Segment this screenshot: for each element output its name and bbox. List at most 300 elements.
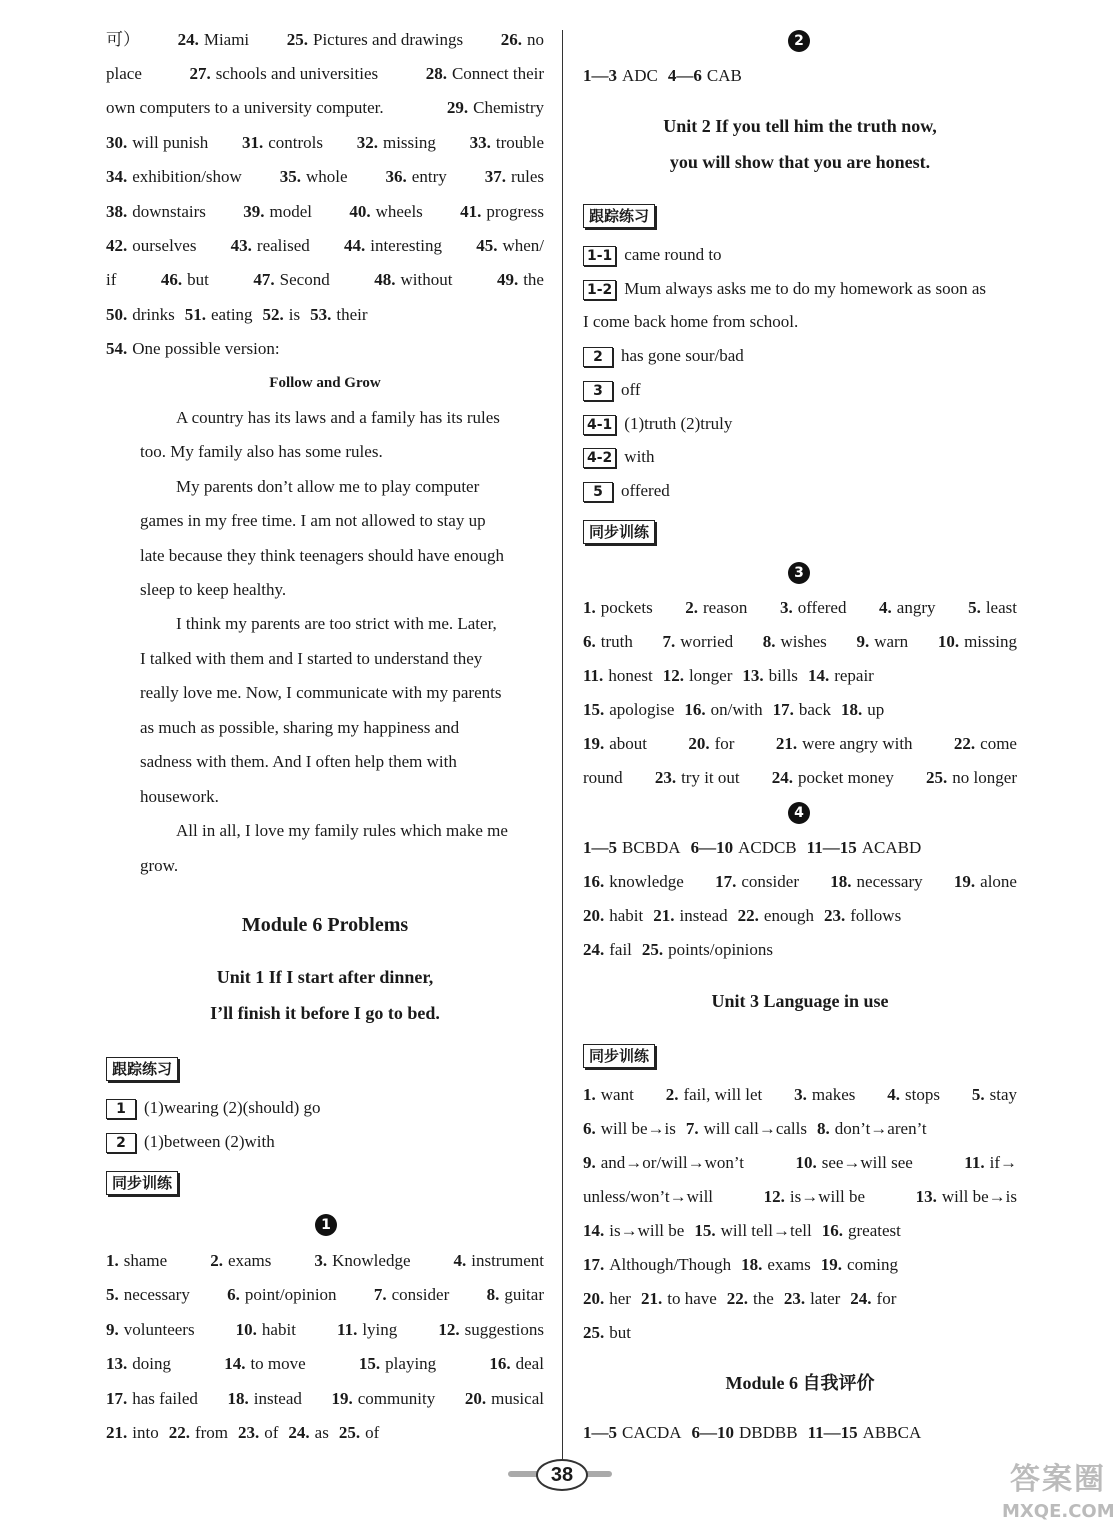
answer-text: deal <box>515 1354 544 1373</box>
question-number: 20. <box>464 1389 487 1408</box>
answer-text: will be→is <box>600 1119 676 1138</box>
question-number: 9. <box>106 1320 119 1339</box>
question-number: 49. <box>496 270 519 289</box>
question-number: 15. <box>583 700 605 719</box>
answer-text: into <box>132 1423 159 1442</box>
evaluation-title: Module 6 自我评价 <box>725 1373 875 1393</box>
answer-text: as <box>314 1423 329 1442</box>
answer-text: honest <box>608 666 653 685</box>
answer-text: whole <box>306 167 348 186</box>
answer-text: instrument <box>471 1251 544 1270</box>
answer-text: her <box>609 1289 631 1308</box>
question-number: 51. <box>184 305 206 324</box>
answer-line <box>583 1112 1017 1146</box>
answer-text: least <box>985 598 1017 617</box>
answer-text: back <box>798 700 831 719</box>
answer-item <box>169 1423 228 1442</box>
question-number: 31. <box>242 133 264 152</box>
answer-line <box>106 298 544 332</box>
question-number: 12. <box>662 666 684 685</box>
item-box: 3 <box>583 381 613 401</box>
answer-text: of <box>264 1423 279 1442</box>
answer-line <box>583 1214 1017 1248</box>
question-number: 5. <box>106 1285 119 1304</box>
answer-text: has failed <box>132 1389 198 1408</box>
answer-item <box>337 1313 397 1347</box>
answer-item <box>685 591 747 625</box>
answer-text: for <box>714 734 735 753</box>
answer-item <box>106 229 196 263</box>
question-number: 17. <box>772 700 794 719</box>
answer-text: alone <box>980 872 1017 891</box>
answer-item <box>106 1278 190 1312</box>
question-number: 30. <box>106 133 128 152</box>
answer-text: musical <box>491 1389 544 1408</box>
answer-text: the <box>753 1289 774 1308</box>
answer-text: no <box>526 30 544 49</box>
answer-line <box>583 693 1017 727</box>
question-number: 25. <box>286 30 308 49</box>
answer-item <box>583 838 681 857</box>
answer-line <box>583 761 1017 795</box>
answer-item <box>688 727 734 761</box>
answer-item <box>106 57 142 91</box>
answer-text: habit <box>609 906 644 925</box>
answer-text: to have <box>667 1289 717 1308</box>
answer-item <box>227 1278 336 1312</box>
answer-text: ACABD <box>861 838 922 857</box>
answer-item <box>106 1313 195 1347</box>
answer-item <box>374 1278 449 1312</box>
answer-text: warn <box>874 632 909 651</box>
answer-text: place <box>106 64 142 83</box>
essay-line: housework. <box>140 787 219 806</box>
question-number: 20. <box>688 734 710 753</box>
answer-item <box>764 1180 865 1214</box>
answer-text: will punish <box>132 133 209 152</box>
question-number: 25. <box>583 1323 605 1342</box>
question-number: 2. <box>665 1085 679 1104</box>
question-number: 53. <box>310 305 332 324</box>
question-number: 19. <box>331 1389 353 1408</box>
answer-line <box>583 59 1017 93</box>
answer-text: eating <box>211 305 253 324</box>
track-answer <box>583 440 1017 474</box>
question-number: 48. <box>374 270 396 289</box>
answer-text: greatest <box>847 1221 901 1240</box>
answer-item <box>808 1423 922 1442</box>
section-number-circle: 4 <box>788 802 810 824</box>
answer-item <box>447 91 544 125</box>
track-answer-continued: I come back home from school. <box>583 312 799 331</box>
answer-text: fail <box>609 940 632 959</box>
question-number: 14. <box>224 1354 246 1373</box>
answer-text: wishes <box>780 632 827 651</box>
section-number-circle: 3 <box>788 562 810 584</box>
question-number: 39. <box>243 202 265 221</box>
track-text: has gone sour/bad <box>621 346 744 365</box>
answer-text: guitar <box>504 1285 544 1304</box>
answer-item <box>715 865 799 899</box>
answer-item <box>642 940 773 959</box>
question-number: 25. <box>338 1423 361 1442</box>
answer-text: will tell→tell <box>720 1221 812 1240</box>
track-text: (1)wearing (2)(should) go <box>144 1098 321 1117</box>
answer-item <box>795 1146 912 1180</box>
answer-item <box>686 1119 807 1138</box>
answer-text: progress <box>486 202 544 221</box>
essay-line: sleep to keep healthy. <box>140 580 287 599</box>
answer-item <box>489 1347 544 1381</box>
answer-item <box>485 160 544 194</box>
answer-item <box>583 1255 731 1274</box>
answer-text: Knowledge <box>332 1251 411 1270</box>
question-number: 37. <box>484 167 506 186</box>
question-number: 41. <box>460 202 482 221</box>
answer-text: exams <box>227 1251 272 1270</box>
track-text: with <box>624 447 655 466</box>
answer-item <box>280 160 348 194</box>
unit-title: Unit 1 If I start after dinner, <box>216 967 434 987</box>
question-number: 18. <box>840 700 863 719</box>
answer-item <box>357 126 436 160</box>
answer-item <box>476 229 544 263</box>
answer-text: volunteers <box>123 1320 195 1339</box>
question-number: 16. <box>821 1221 843 1240</box>
question-number: 52. <box>262 305 284 324</box>
question-number: 21. <box>653 906 675 925</box>
question-number: 38. <box>106 202 128 221</box>
answer-item <box>106 1382 198 1416</box>
track-text: came round to <box>624 245 722 264</box>
answer-line <box>583 727 1017 761</box>
answer-text: offered <box>797 598 847 617</box>
essay-line: All in all, I love my family rules which make me <box>176 821 508 840</box>
question-number: 11. <box>964 1153 985 1172</box>
answer-item <box>856 625 908 659</box>
question-number: 13. <box>106 1354 128 1373</box>
answer-text: reason <box>703 598 748 617</box>
question-number: 17. <box>106 1389 128 1408</box>
question-number: 47. <box>253 270 275 289</box>
answer-text: see→will see <box>821 1153 913 1172</box>
answer-text: interesting <box>370 236 442 255</box>
answer-text: if→ <box>989 1153 1017 1172</box>
answer-item <box>583 865 684 899</box>
answer-item <box>263 305 301 324</box>
answer-text: were angry with <box>802 734 913 753</box>
question-number: 8. <box>816 1119 830 1138</box>
answer-text: is→will be <box>789 1187 866 1206</box>
answer-item <box>668 66 742 85</box>
answer-item <box>106 195 206 229</box>
answer-item <box>916 1180 1017 1214</box>
answer-item <box>583 906 643 925</box>
answer-item <box>236 1313 296 1347</box>
question-number: 13. <box>742 666 764 685</box>
question-number: 3. <box>794 1085 807 1104</box>
essay-line: I think my parents are too strict with me. Later, <box>176 614 497 633</box>
answer-item <box>253 263 329 297</box>
track-answer <box>583 339 1017 373</box>
answer-item <box>583 1119 676 1138</box>
track-text: (1)truth (2)truly <box>624 414 733 433</box>
answer-text: stops <box>905 1085 940 1104</box>
answer-line <box>583 1248 1017 1282</box>
answer-item <box>344 229 442 263</box>
answer-text: pockets <box>600 598 653 617</box>
question-number: 11. <box>583 666 604 685</box>
track-answer <box>106 1125 544 1159</box>
answer-text: about <box>609 734 648 753</box>
question-number: 14. <box>807 666 830 685</box>
answer-item <box>773 700 831 719</box>
answer-item <box>964 1146 1017 1180</box>
question-number: 23. <box>654 768 677 787</box>
essay-title: Follow and Grow <box>269 375 381 391</box>
essay-line: My parents don’t allow me to play computer <box>176 477 480 496</box>
question-number: 1—5 <box>583 838 617 857</box>
answer-line <box>106 57 544 91</box>
question-number: 6. <box>227 1285 240 1304</box>
answer-text: worried <box>680 632 734 651</box>
essay-line: A country has its laws and a family has its rules <box>176 408 500 427</box>
answer-text: pocket money <box>798 768 894 787</box>
answer-item <box>106 263 116 297</box>
answer-text: bills <box>768 666 798 685</box>
answer-item <box>583 940 632 959</box>
question-number: 13. <box>915 1187 937 1206</box>
answer-line <box>106 1313 544 1347</box>
answer-text: trouble <box>495 133 544 152</box>
question-number: 4. <box>453 1251 467 1270</box>
item-box: 2 <box>106 1133 136 1153</box>
essay-line: as much as possible, sharing my happiness and <box>140 718 460 737</box>
answer-text: ourselves <box>132 236 197 255</box>
answer-item <box>224 1347 306 1381</box>
question-number: 4—6 <box>667 66 702 85</box>
answer-item <box>178 23 250 57</box>
question-number: 32. <box>356 133 378 152</box>
question-number: 6. <box>583 1119 596 1138</box>
answer-line <box>583 1180 1017 1214</box>
answer-item <box>583 591 653 625</box>
question-number: 7. <box>685 1119 699 1138</box>
answer-item <box>583 1221 684 1240</box>
essay-line: I talked with them and I started to understand they <box>140 649 483 668</box>
question-number: 43. <box>230 236 252 255</box>
question-number: 21. <box>775 734 798 753</box>
question-number: 17. <box>715 872 737 891</box>
answer-text: if <box>106 270 117 289</box>
track-answer <box>106 1091 544 1125</box>
answer-line <box>106 332 544 366</box>
answer-item <box>794 1078 855 1112</box>
answer-item <box>807 838 922 857</box>
answer-line <box>583 899 1017 933</box>
question-number: 3. <box>314 1251 328 1270</box>
track-answer <box>583 373 1017 407</box>
question-number: 27. <box>189 64 211 83</box>
answer-line <box>106 229 544 263</box>
answer-text: BCBDA <box>622 838 681 857</box>
item-box: 2 <box>583 347 613 367</box>
question-number: 16. <box>583 872 605 891</box>
answer-text: without <box>400 270 453 289</box>
answer-text: but <box>187 270 209 289</box>
track-text: off <box>621 380 641 399</box>
question-number: 16. <box>489 1354 511 1373</box>
question-number: 1. <box>106 1251 119 1270</box>
answer-text: of <box>365 1423 380 1442</box>
answer-item <box>972 1078 1017 1112</box>
answer-text: when/ <box>502 236 544 255</box>
question-number: 21. <box>106 1423 128 1442</box>
answer-text: Although/Though <box>609 1255 732 1274</box>
unit-title: Unit 3 Language in use <box>711 991 889 1011</box>
answer-text: angry <box>896 598 936 617</box>
answer-item <box>339 1423 379 1442</box>
answer-line <box>583 1282 1017 1316</box>
answer-item <box>691 838 797 857</box>
answer-item <box>374 263 452 297</box>
question-number: 7. <box>662 632 676 651</box>
answer-item <box>879 591 935 625</box>
unit-title: Unit 2 If you tell him the truth now, <box>663 116 937 136</box>
answer-item <box>242 126 323 160</box>
answer-text: on/with <box>710 700 763 719</box>
answer-text: Connect their <box>451 64 544 83</box>
answer-item <box>227 1382 301 1416</box>
track-answer <box>583 407 1017 441</box>
question-number: 29. <box>446 98 469 117</box>
question-number: 15. <box>358 1354 381 1373</box>
question-number: 7. <box>373 1285 387 1304</box>
answer-item <box>583 1180 713 1214</box>
answer-item <box>821 1255 898 1274</box>
question-number: 42. <box>106 236 128 255</box>
answer-item <box>487 1278 544 1312</box>
question-number: 24. <box>583 940 605 959</box>
question-number: 40. <box>349 202 371 221</box>
answer-text: and→or/will→won’t <box>600 1153 744 1172</box>
answer-text: will call→calls <box>703 1119 807 1138</box>
question-number: 25. <box>641 940 664 959</box>
question-number: 14. <box>583 1221 605 1240</box>
question-number: 35. <box>279 167 302 186</box>
answer-item <box>968 591 1017 625</box>
question-number: 22. <box>726 1289 749 1308</box>
answer-item <box>106 160 242 194</box>
answer-text: later <box>810 1289 841 1308</box>
answer-text: instead <box>679 906 728 925</box>
question-number: 26. <box>500 30 522 49</box>
question-number: 24. <box>288 1423 310 1442</box>
answer-text: DBDBB <box>739 1423 798 1442</box>
answer-text: repair <box>834 666 874 685</box>
answer-item <box>288 1423 328 1442</box>
question-number: 11. <box>337 1320 358 1339</box>
answer-item <box>106 339 280 358</box>
question-number: 33. <box>469 133 491 152</box>
question-number: 46. <box>160 270 183 289</box>
question-number: 16. <box>684 700 706 719</box>
answer-text: longer <box>688 666 733 685</box>
answer-text: but <box>609 1323 631 1342</box>
answer-item <box>161 263 209 297</box>
question-number: 36. <box>385 167 407 186</box>
answer-text: 可） <box>106 30 140 49</box>
question-number: 20. <box>583 1289 605 1308</box>
answer-text: fail, will let <box>683 1085 763 1104</box>
answer-text: schools and universities <box>215 64 379 83</box>
answer-line <box>106 1382 544 1416</box>
answer-item <box>583 1323 631 1342</box>
answer-text: stay <box>989 1085 1017 1104</box>
answer-item <box>106 91 384 125</box>
essay-line: grow. <box>140 856 179 875</box>
question-number: 9. <box>856 632 870 651</box>
track-answer <box>583 474 1017 508</box>
question-number: 18. <box>741 1255 763 1274</box>
question-number: 34. <box>106 167 128 186</box>
answer-text: unless/won’t→will <box>583 1187 714 1206</box>
answer-text: CAB <box>706 66 742 85</box>
answer-line <box>106 195 544 229</box>
answer-text: is <box>288 305 301 324</box>
question-number: 23. <box>823 906 846 925</box>
essay-line: too. My family also has some rules. <box>140 442 383 461</box>
question-number: 15. <box>694 1221 716 1240</box>
answer-item <box>210 1244 271 1278</box>
question-number: 6. <box>583 632 596 651</box>
answer-text: wheels <box>375 202 423 221</box>
question-number: 12. <box>438 1320 460 1339</box>
question-number: 6—10 <box>690 838 734 857</box>
answer-item <box>106 23 140 57</box>
answer-text: habit <box>261 1320 296 1339</box>
question-number: 28. <box>425 64 447 83</box>
answer-text: playing <box>385 1354 437 1373</box>
answer-line <box>106 1416 544 1450</box>
answer-text: Miami <box>203 30 250 49</box>
answer-text: points/opinions <box>668 940 774 959</box>
question-number: 24. <box>850 1289 872 1308</box>
question-number: 19. <box>953 872 976 891</box>
answer-text: consider <box>391 1285 450 1304</box>
answer-line <box>106 160 544 194</box>
answer-text: exams <box>767 1255 811 1274</box>
answer-item <box>106 1423 159 1442</box>
item-box: 4-1 <box>583 415 616 435</box>
answer-line <box>583 933 1017 967</box>
answer-text: will be→is <box>941 1187 1017 1206</box>
answer-text: truth <box>600 632 633 651</box>
question-number: 45. <box>476 236 498 255</box>
answer-text: want <box>600 1085 634 1104</box>
question-number: 22. <box>737 906 759 925</box>
answer-text: rules <box>510 167 544 186</box>
answer-text: makes <box>811 1085 856 1104</box>
answer-text: One possible version: <box>132 339 280 358</box>
answer-item <box>332 1382 436 1416</box>
answer-text: come <box>980 734 1017 753</box>
answer-item <box>655 761 740 795</box>
question-number: 19. <box>820 1255 843 1274</box>
answer-item <box>386 160 447 194</box>
answer-item <box>830 865 922 899</box>
answer-item <box>653 906 727 925</box>
